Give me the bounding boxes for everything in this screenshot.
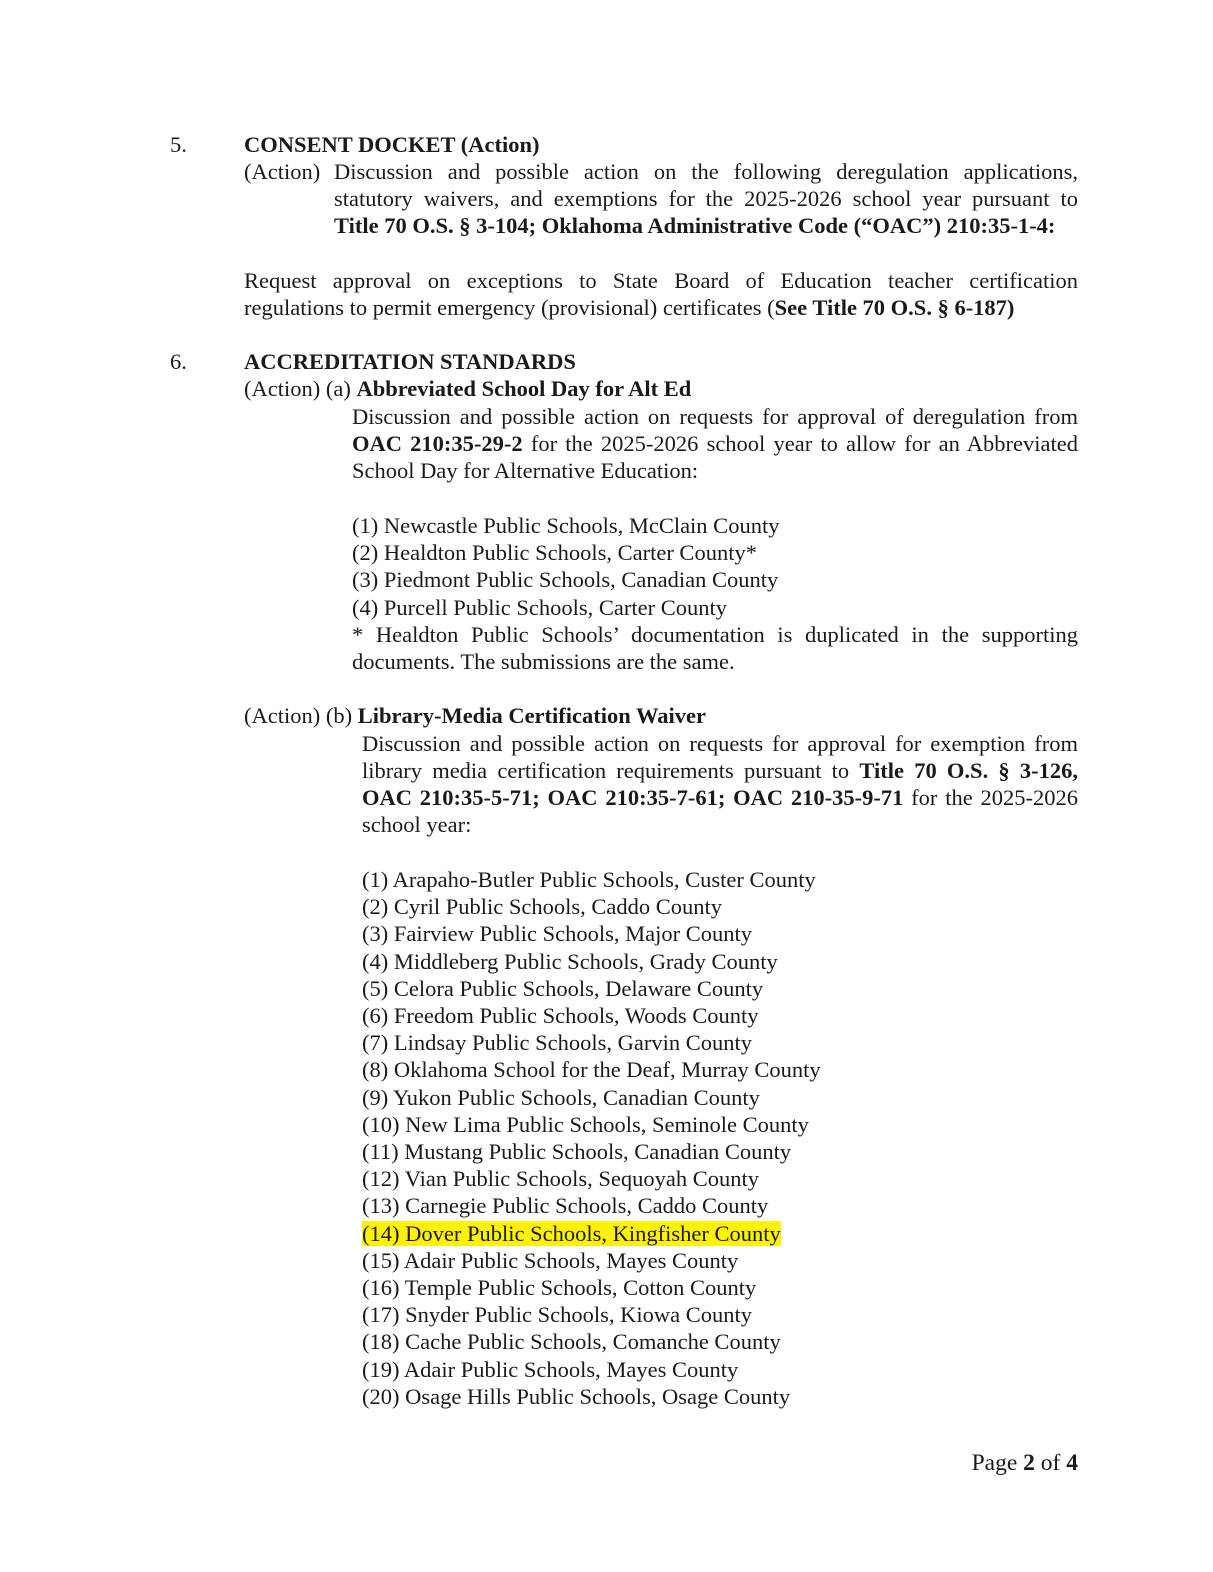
list-item: (18) Cache Public Schools, Comanche County xyxy=(362,1329,781,1355)
page-word: Page xyxy=(971,1450,1018,1476)
list-item: (19) Adair Public Schools, Mayes County xyxy=(362,1356,739,1382)
list-item: (8) Oklahoma School for the Deaf, Murray County xyxy=(362,1057,821,1083)
subsection-b-title: Library-Media Certification Waiver xyxy=(357,703,706,728)
subsection-a-line1: Discussion and possible action on requests for approval of deregulation from xyxy=(352,404,1078,429)
list-item: (17) Snyder Public Schools, Kiowa County xyxy=(362,1302,752,1328)
highlighted-item-text: (14) Dover Public Schools, Kingfisher County xyxy=(362,1220,781,1246)
subsection-b-line3 xyxy=(362,784,1078,811)
list-item: (16) Temple Public Schools, Cotton County xyxy=(362,1275,757,1301)
section-5-body-line2: statutory waivers, and exemptions for the 2025-2026 school year pursuant to xyxy=(334,186,1078,211)
section-5-citation: Title 70 O.S. § 3-104; Oklahoma Administrative Code (“OAC”) 210:35-1-4: xyxy=(334,213,1056,238)
section-6-number: 6. xyxy=(170,349,187,374)
subsection-a-line2 xyxy=(352,430,1078,457)
section-5-request-line1: Request approval on exceptions to State Board of Education teacher certification xyxy=(244,268,1078,293)
subsection-b-line2-text: library media certification requirements pursuant to xyxy=(362,758,860,783)
section-5-number: 5. xyxy=(170,132,187,157)
list-item: (5) Celora Public Schools, Delaware County xyxy=(362,975,764,1001)
list-item-highlighted xyxy=(362,1220,821,1247)
subsection-b-line2 xyxy=(362,757,1078,784)
list-item: (1) Newcastle Public Schools, McClain County xyxy=(352,513,780,538)
section-5-title: CONSENT DOCKET (Action) xyxy=(244,132,540,157)
subsection-b-line3-text: for the 2025-2026 xyxy=(903,785,1078,810)
request-citation: See Title 70 O.S. § 6-187) xyxy=(774,295,1015,320)
subsection-b-line2-citation: Title 70 O.S. § 3-126, xyxy=(859,758,1078,783)
list-item: (9) Yukon Public Schools, Canadian County xyxy=(362,1084,760,1110)
list-item: (6) Freedom Public Schools, Woods County xyxy=(362,1003,759,1029)
section-5-action-label: (Action) xyxy=(244,159,321,184)
list-item: (11) Mustang Public Schools, Canadian County xyxy=(362,1139,792,1165)
list-item: (20) Osage Hills Public Schools, Osage County xyxy=(362,1383,791,1409)
list-item: (13) Carnegie Public Schools, Caddo County xyxy=(362,1193,769,1219)
of-word: of xyxy=(1040,1450,1061,1476)
section-5-request-line2 xyxy=(244,294,1014,321)
list-item: (15) Adair Public Schools, Mayes County xyxy=(362,1247,739,1273)
list-item: (2) Healdton Public Schools, Carter County* xyxy=(352,540,757,566)
subsection-a-heading xyxy=(244,375,691,402)
subsection-a-line2-text: for the 2025-2026 school year to allow for an Abbreviated xyxy=(522,431,1078,456)
subsection-b-line3-citation: OAC 210:35-5-71; OAC 210:35-7-61; OAC 210-35-9-71 xyxy=(362,785,904,810)
list-item: (10) New Lima Public Schools, Seminole County xyxy=(362,1111,809,1137)
request-text: regulations to permit emergency (provisional) certificates ( xyxy=(244,295,775,320)
subsection-a-note-line2: documents. The submissions are the same. xyxy=(352,649,735,674)
subsection-b-label: (Action) (b) xyxy=(244,703,353,728)
page-number-footer xyxy=(972,1450,1078,1477)
list-item: (3) Piedmont Public Schools, Canadian County xyxy=(352,567,779,593)
list-item: (12) Vian Public Schools, Sequoyah County xyxy=(362,1166,759,1192)
subsection-a-note-line1: * Healdton Public Schools’ documentation is duplicated in the supporting xyxy=(352,622,1078,647)
section-5-body-line1: Discussion and possible action on the following deregulation applications, xyxy=(334,159,1078,184)
subsection-b-list xyxy=(362,866,821,1410)
subsection-a-line3: School Day for Alternative Education: xyxy=(352,458,699,483)
subsection-a-list xyxy=(352,512,779,621)
list-item: (7) Lindsay Public Schools, Garvin County xyxy=(362,1030,752,1056)
subsection-b-line1: Discussion and possible action on requests for approval for exemption from xyxy=(362,731,1078,756)
subsection-b-line4: school year: xyxy=(362,812,472,837)
page-current: 2 xyxy=(1023,1450,1035,1476)
subsection-a-citation: OAC 210:35-29-2 xyxy=(352,431,523,456)
section-6-title: ACCREDITATION STANDARDS xyxy=(244,349,576,374)
subsection-a-title: Abbreviated School Day for Alt Ed xyxy=(356,376,692,401)
list-item: (4) Purcell Public Schools, Carter County xyxy=(352,594,727,620)
page-total: 4 xyxy=(1066,1450,1078,1476)
subsection-a-label: (Action) (a) xyxy=(244,376,351,401)
list-item: (1) Arapaho-Butler Public Schools, Custer County xyxy=(362,867,816,892)
list-item: (2) Cyril Public Schools, Caddo County xyxy=(362,894,722,920)
list-item: (4) Middleberg Public Schools, Grady County xyxy=(362,948,778,974)
subsection-b-heading xyxy=(244,702,706,729)
list-item: (3) Fairview Public Schools, Major County xyxy=(362,921,752,947)
